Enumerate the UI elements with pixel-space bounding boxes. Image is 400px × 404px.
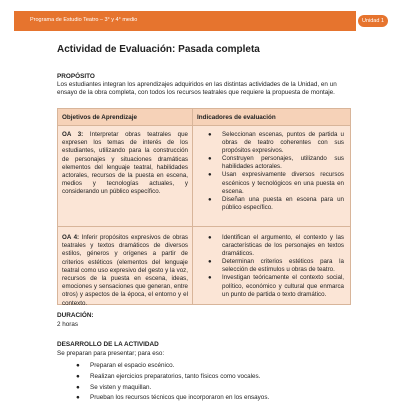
activity-item: ● Realizan ejercicios preparatorios, tanto físicos como vocales. [70,372,360,383]
column-divider [192,109,193,304]
proposito-heading: PROPÓSITO [57,73,95,80]
indicator-list [204,131,344,212]
row-divider [58,226,350,227]
bullet-icon: ● [76,394,80,402]
indicator-item: ● Investigan teóricamente el contexto social, político, económico y cultural que enmarca un punto de partida o texto dramático. [208,274,344,298]
oa-text: Inferir propósitos expresivos de obras teatrales y textos dramáticos de diversos estilos, géneros y orígenes a partir de criterios estéticos (elementos del lenguaje teatral como uso expresivo del gesto y la voz, recursos de la puesta en escena, ideas, emociones y sensaciones que generan, entre otros) y aspectos de la época, el entorno y el contexto. [62,234,188,307]
bullet-icon: ● [208,235,212,241]
oa-cell [62,234,188,308]
indicator-item: ● Construyen personajes, utilizando sus habilidades actorales. [208,155,344,171]
indicator-list [204,234,344,299]
page-title: Actividad de Evaluación: Pasada completa [57,44,260,55]
bullet-icon: ● [76,362,80,369]
bullet-icon: ● [208,132,212,138]
oa-code: OA 3: [62,131,84,138]
bullet-icon: ● [208,196,212,203]
header-bar [14,11,356,31]
bullet-icon: ● [208,172,212,179]
desarrollo-intro: Se preparan para presentar; para eso: [57,350,165,357]
indicator-item: ● Seleccionan escenas, puntos de partida u obras de teatro coherentes con sus propósitos expresivos. [208,131,344,155]
indicator-item: ● Identifican el argumento, el contexto y las características de los personajes en textos dramáticos. [208,234,344,258]
bullet-icon: ● [208,259,212,266]
table-header-objetivos: Objetivos de Aprendizaje [62,114,137,121]
bullet-icon: ● [208,275,212,282]
duracion-heading: DURACIÓN: [57,312,94,319]
oa-cell [62,131,188,197]
bullet-icon: ● [76,383,80,391]
evaluation-table [57,108,351,305]
activity-item: ● Se visten y maquillan. [70,383,360,394]
program-title: Programa de Estudio Teatro – 3° y 4° medio [30,17,138,23]
bullet-icon: ● [76,372,80,380]
activity-list [70,361,360,404]
unit-badge: Unidad 1 [358,15,388,27]
activity-item: ● Prueban los recursos técnicos que incorporaron en los ensayos. [70,393,360,404]
oa-text: Interpretar obras teatrales que expresen los temas de interés de los estudiantes, utilizando para la construcción de personajes y situaciones dramáticas elementos del lenguaje teatral, habilidades actorales, recursos de la puesta en escena, medios y tecnologías actuales, y considerando un público específico. [62,131,188,196]
table-header-indicadores: Indicadores de evaluación [197,114,276,121]
oa-code: OA 4: [62,234,80,241]
activity-item: ● Preparan el espacio escénico. [70,361,360,372]
duracion-value: 2 horas [57,321,79,328]
desarrollo-heading: DESARROLLO DE LA ACTIVIDAD [57,341,159,348]
indicator-item: ● Usan expresivamente diversos recursos escénicos y tecnológicos en una puesta en escena. [208,171,344,195]
indicator-item: ● Diseñan una puesta en escena para un público específico. [208,195,344,211]
proposito-text: Los estudiantes integran los aprendizajes adquiridos en las distintas actividades de la Unidad, en un ensayo de la obra completa, con todos los recursos teatrales que requiere la propuesta de montaje. [57,81,337,97]
bullet-icon: ● [208,156,212,163]
indicator-item: ● Determinan criterios estéticos para la selección de estímulos u obras de teatro. [208,258,344,274]
